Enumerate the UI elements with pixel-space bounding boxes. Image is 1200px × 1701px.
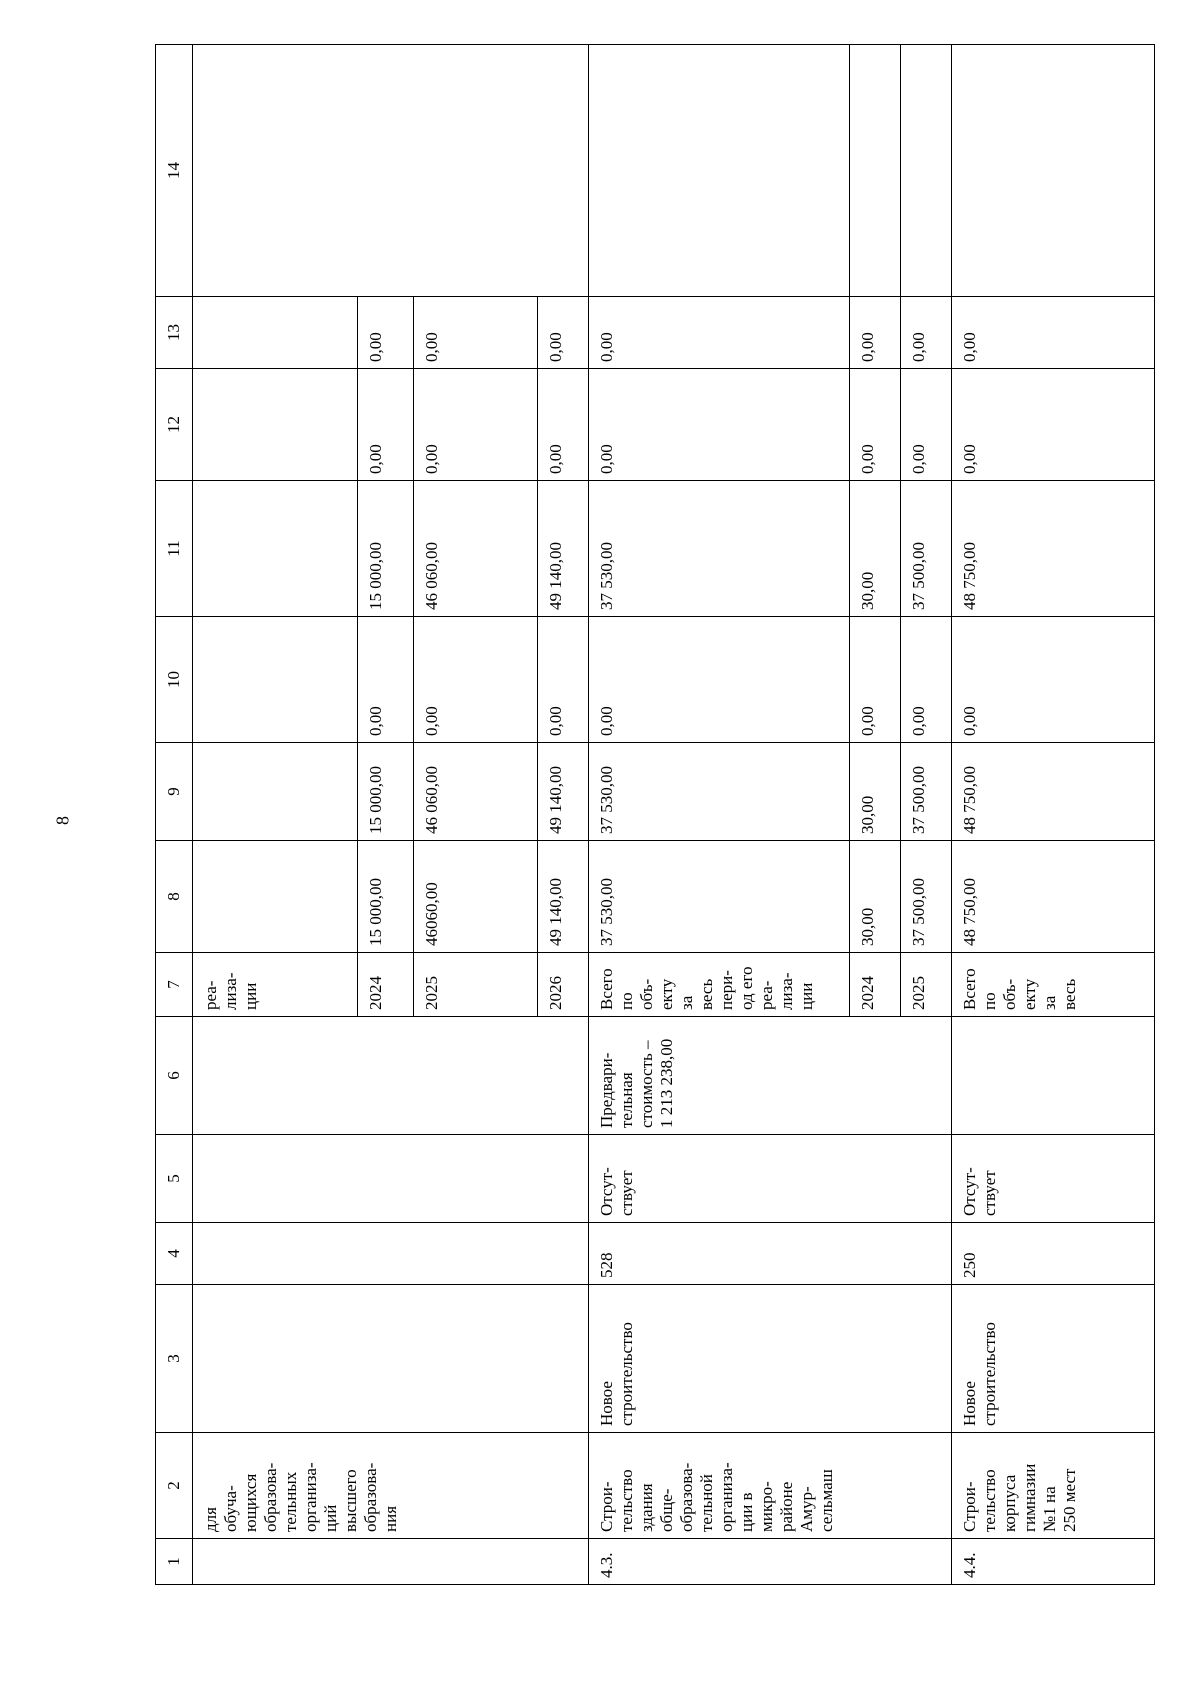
cell-c13 <box>193 297 358 369</box>
cell-capacity: 528 <box>589 1223 952 1285</box>
cell-c10 <box>193 617 358 743</box>
cell-year: 2024 <box>850 953 901 1017</box>
cell-c11 <box>193 481 358 617</box>
cell-c11: 15 000,00 <box>358 481 414 617</box>
cell-c14 <box>589 45 850 297</box>
cell-num: 4.4. <box>952 1539 1155 1585</box>
header-row <box>156 45 193 1585</box>
cell-col6: Предвари- тельная стоимость – 1 213 238,00 <box>589 1017 952 1135</box>
cell-c13: 0,00 <box>538 297 589 369</box>
cell-c14 <box>850 45 901 297</box>
cell-c9: 15 000,00 <box>358 743 414 841</box>
header-cell: 5 <box>156 1135 193 1223</box>
cell-col5: Отсут- ствует <box>952 1135 1155 1223</box>
header-cell: 8 <box>156 841 193 953</box>
cell-c12: 0,00 <box>414 369 538 481</box>
cell-c13: 0,00 <box>589 297 850 369</box>
cell-type: Новое строительство <box>589 1285 952 1433</box>
cell-c11: 48 750,00 <box>952 481 1155 617</box>
cell-c9: 37 530,00 <box>589 743 850 841</box>
cell-c13: 0,00 <box>358 297 414 369</box>
cell-period: Всего по объ- екту за весь пери- од его реа- лиза- ции <box>589 953 850 1017</box>
cell-c13: 0,00 <box>414 297 538 369</box>
cell-c8: 37 500,00 <box>901 841 952 953</box>
page-number: 8 <box>52 816 73 825</box>
cell-col5 <box>193 1135 589 1223</box>
rotated-landscape-page <box>155 45 1155 1585</box>
cell-type <box>193 1285 589 1433</box>
cell-c12: 0,00 <box>589 369 850 481</box>
cell-c11: 30,00 <box>850 481 901 617</box>
cell-name: Строи- тельство корпуса гимназии №1 на 250 мест <box>952 1433 1155 1539</box>
table-row <box>589 45 850 1585</box>
cell-c11: 37 530,00 <box>589 481 850 617</box>
cell-c8: 46060,00 <box>414 841 538 953</box>
header-cell: 11 <box>156 481 193 617</box>
header-cell: 3 <box>156 1285 193 1433</box>
cell-c14 <box>193 45 589 297</box>
cell-c9: 49 140,00 <box>538 743 589 841</box>
header-cell: 10 <box>156 617 193 743</box>
cell-c12: 0,00 <box>850 369 901 481</box>
cell-c12 <box>193 369 358 481</box>
cell-c9: 46 060,00 <box>414 743 538 841</box>
cell-c8: 48 750,00 <box>952 841 1155 953</box>
table-row <box>952 45 1155 1585</box>
cell-num: 4.3. <box>589 1539 952 1585</box>
header-cell: 6 <box>156 1017 193 1135</box>
header-cell: 2 <box>156 1433 193 1539</box>
cell-c10: 0,00 <box>414 617 538 743</box>
cell-c8: 49 140,00 <box>538 841 589 953</box>
table-row <box>193 45 358 1585</box>
cell-c12: 0,00 <box>358 369 414 481</box>
cell-c8: 37 530,00 <box>589 841 850 953</box>
cell-c11: 49 140,00 <box>538 481 589 617</box>
cell-c14 <box>901 45 952 297</box>
cell-period: Всего по объ- екту за весь <box>952 953 1155 1017</box>
cell-c10: 0,00 <box>358 617 414 743</box>
header-cell: 13 <box>156 297 193 369</box>
budget-table <box>155 44 1155 1585</box>
header-cell: 7 <box>156 953 193 1017</box>
cell-c11: 37 500,00 <box>901 481 952 617</box>
cell-year: 2024 <box>358 953 414 1017</box>
cell-year: 2026 <box>538 953 589 1017</box>
cell-c9: 37 500,00 <box>901 743 952 841</box>
cell-c8: 15 000,00 <box>358 841 414 953</box>
cell-num <box>193 1539 589 1585</box>
cell-c8 <box>193 841 358 953</box>
cell-col6 <box>193 1017 589 1135</box>
cell-type: Новое строительство <box>952 1285 1155 1433</box>
cell-c9: 30,00 <box>850 743 901 841</box>
cell-name: Строи- тельство здания обще- образова- тельной организа- ции в микро- районе Амур- сельмаш <box>589 1433 952 1539</box>
cell-c10: 0,00 <box>901 617 952 743</box>
header-cell: 4 <box>156 1223 193 1285</box>
cell-c12: 0,00 <box>901 369 952 481</box>
cell-c12: 0,00 <box>538 369 589 481</box>
cell-col6 <box>952 1017 1155 1135</box>
cell-c13: 0,00 <box>850 297 901 369</box>
sheet <box>155 45 1155 1585</box>
cell-col5: Отсут- ствует <box>589 1135 952 1223</box>
cell-name: для обуча- ющихся образова- тельных организа- ций высшего образова- ния <box>193 1433 589 1539</box>
cell-c8: 30,00 <box>850 841 901 953</box>
header-cell: 1 <box>156 1539 193 1585</box>
cell-c11: 46 060,00 <box>414 481 538 617</box>
cell-c13: 0,00 <box>952 297 1155 369</box>
header-cell: 9 <box>156 743 193 841</box>
cell-c14 <box>952 45 1155 297</box>
cell-period: реа- лиза- ции <box>193 953 358 1017</box>
cell-c9: 48 750,00 <box>952 743 1155 841</box>
cell-year: 2025 <box>414 953 538 1017</box>
cell-c10: 0,00 <box>952 617 1155 743</box>
cell-year: 2025 <box>901 953 952 1017</box>
cell-capacity: 250 <box>952 1223 1155 1285</box>
cell-c12: 0,00 <box>952 369 1155 481</box>
cell-c10: 0,00 <box>850 617 901 743</box>
cell-c9 <box>193 743 358 841</box>
header-cell: 12 <box>156 369 193 481</box>
header-cell: 14 <box>156 45 193 297</box>
cell-c10: 0,00 <box>538 617 589 743</box>
cell-capacity <box>193 1223 589 1285</box>
cell-c10: 0,00 <box>589 617 850 743</box>
cell-c13: 0,00 <box>901 297 952 369</box>
